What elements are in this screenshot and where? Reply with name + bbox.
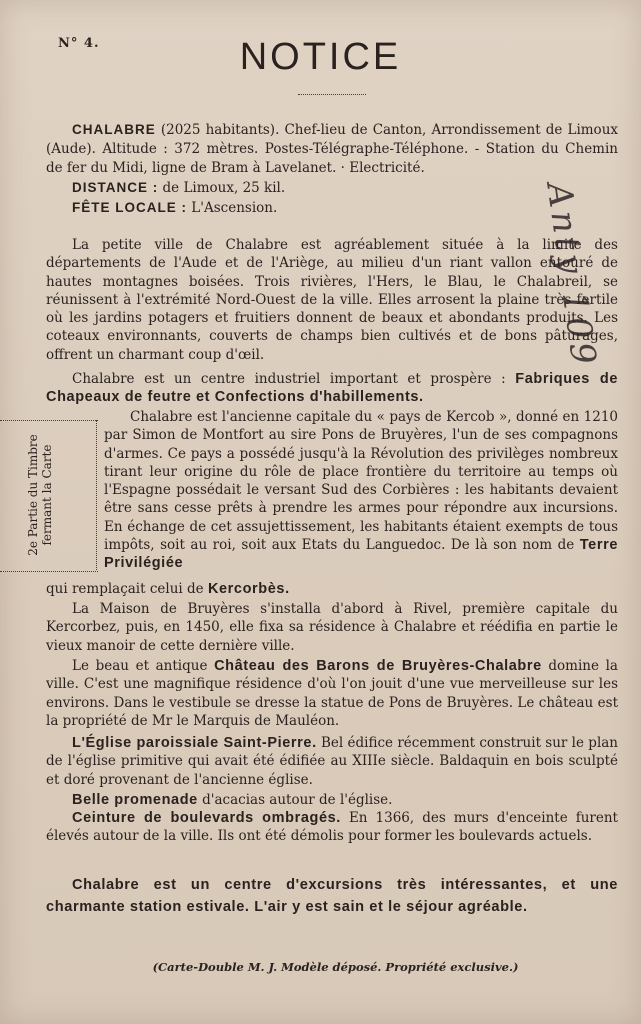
history-tail — [46, 580, 618, 598]
chateau-lead: Le beau et antique — [72, 658, 215, 674]
header-town-line — [46, 120, 618, 178]
history-tail-highlight: Kercorbès. — [207, 581, 290, 597]
promenade-highlight: Belle promenade — [72, 792, 198, 808]
paragraph-boulevards — [46, 809, 618, 846]
page-title: NOTICE — [239, 36, 402, 78]
stamp-label — [26, 420, 54, 570]
chateau-highlight: Château des Barons de Bruyères-Chalabre — [214, 658, 542, 674]
paragraph-eglise — [46, 734, 618, 789]
stamp-line — [40, 420, 54, 570]
footer-text: (Carte-Double M. J. Modèle déposé. Propriété exclusive.) — [152, 960, 519, 974]
paragraph-history — [104, 408, 618, 573]
chateau-text: domine la ville. C'est une magnifique résidence d'où l'on jouit d'une vue merveilleuse sur les environs. Dans le vestibule se dresse la statue de Pons de Bruyères. Le château est la propriété de Mr le Marquis de Mauléon. — [46, 658, 618, 729]
paragraph-excursions: Chalabre est un centre d'excursions très intéressantes, et une charmante station estivale. L'air y est sain et le séjour agréable. — [46, 877, 618, 915]
boulevards-highlight: Ceinture de boulevards ombragés. — [72, 810, 341, 826]
footer-note — [0, 960, 641, 974]
stamp-line-2: du Timbre — [26, 434, 40, 498]
paragraph-promenade — [46, 791, 618, 809]
industry-lead: Chalabre est un centre industriel important et prospère : — [72, 371, 516, 387]
history-text: Chalabre est l'ancienne capitale du « pays de Kercob », donné en 1210 par Simon de Montfort au sire Pons de Bruyères, l'un de ses compagnons d'armes. Ce pays a possédé jusqu'à la Révolution des privilèges nombreux tirant leur origine du rôle de place frontière du territoire au temps où l'Espagne possédait le versant Sud des Corbières : les habitants devaient être sans cesse prêts à prendre les armes pour répondre aux incursions. En échange de cet assujettissement, les habitants étaient exempts de tous impôts, soit au roi, soit aux Etats du Languedoc. De là son nom de — [104, 409, 618, 554]
paragraph-industry — [46, 370, 618, 407]
promenade-text: d'acacias autour de l'église. — [197, 792, 393, 808]
paragraph-bruyeres: La Maison de Bruyères s'installa d'abord à Rivel, première capitale du Kercorbez, puis, en 1450, elle fixa sa résidence à Chalabre et réédifia en partie le vieux manoir de cette dernière ville. — [46, 601, 618, 654]
eglise-highlight: L'Église paroissiale Saint-Pierre. — [72, 735, 317, 751]
card-number: N° 4. — [58, 36, 100, 51]
stamp-line-1: 2e Partie — [26, 501, 40, 556]
handwriting-text: Anty 109 — [538, 180, 605, 371]
stamp-line-3: fermant — [40, 497, 54, 546]
distance-line — [46, 178, 618, 198]
stamp-line-4: la Carte — [40, 444, 54, 494]
fete-label: FÊTE LOCALE : — [72, 200, 187, 215]
stamp-divider — [96, 420, 97, 570]
title-divider — [298, 94, 366, 95]
stamp-line — [26, 420, 40, 570]
paragraph-chateau — [46, 657, 618, 730]
history-highlight: Terre Privilégiée — [104, 537, 618, 572]
boulevards-text: En 1366, des murs d'enceinte furent élevés autour de la ville. Ils ont été démolis pour former les boulevards actuels. — [46, 810, 618, 845]
fete-line — [46, 198, 618, 218]
town-name: CHALABRE — [72, 122, 156, 137]
header-block — [46, 120, 618, 218]
eglise-text: Bel édifice récemment construit sur le plan de l'église primitive qui avait été édifiée au XIIIe siècle. Baldaquin en bois sculpté et doré provenant de l'ancienne église. — [46, 735, 618, 788]
fete-value: L'Ascension. — [187, 200, 278, 216]
history-tail-text: qui remplaçait celui de — [46, 581, 208, 597]
town-details: (2025 habitants). Chef-lieu de Canton, Arrondissement de Limoux (Aude). Altitude : 372 mètres. Postes-Télégraphe-Téléphone. - Station du Chemin de fer du Midi, ligne de Bram à Lavelanet. · Electricité. — [46, 122, 618, 176]
distance-value: de Limoux, 25 kil. — [158, 180, 286, 196]
distance-label: DISTANCE : — [72, 180, 159, 195]
industry-highlight: Fabriques de Chapeaux de feutre et Confections d'habillements. — [46, 371, 618, 406]
paragraph-location: La petite ville de Chalabre est agréablement située à la limite des départements de l'Aude et de l'Ariège, au milieu d'un riant vallon entouré de hautes montagnes boisées. Trois rivières, l'Hers, le Blau, le Chalabreil, se réunissent à l'extrémité Nord-Ouest de la ville. Elles arrosent la plaine très fertile où les jardins potagers et fruitiers donnent de beaux et abondants produits. Les coteaux environnants, couverts de champs bien cultivés et de bons pâturages, offrent un charmant coup d'œil. — [46, 237, 618, 363]
